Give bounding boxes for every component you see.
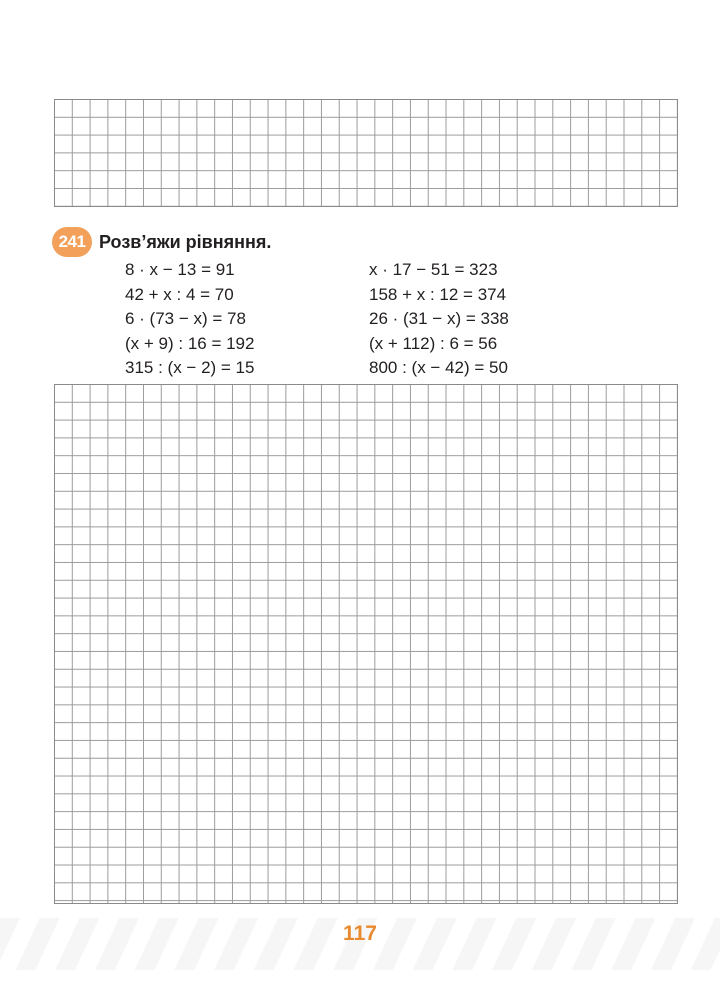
equation: 315 : (x − 2) = 15 xyxy=(125,358,255,377)
top-answer-grid[interactable] xyxy=(54,99,678,207)
equation: 42 + x : 4 = 70 xyxy=(125,284,234,304)
exercise-header xyxy=(52,227,271,257)
page-number: 117 xyxy=(343,922,377,945)
equation: 158 + x : 12 = 374 xyxy=(369,284,507,304)
equation: (x + 112) : 6 = 56 xyxy=(369,333,498,353)
equation: x · 17 − 51 = 323 xyxy=(369,260,498,279)
equation: (x + 9) : 16 = 192 xyxy=(125,333,255,353)
equations-left-column xyxy=(125,258,254,381)
main-answer-grid[interactable] xyxy=(54,384,678,904)
exercise-title: Розв’яжи рівняння. xyxy=(99,231,272,252)
exercise-number-badge: 241 xyxy=(52,227,92,257)
equation: 6 · (73 − x) = 78 xyxy=(125,309,246,328)
equation: 8 · x − 13 = 91 xyxy=(125,260,235,279)
equation: 26 · (31 − x) = 338 xyxy=(369,309,509,328)
equation: 800 : (x − 42) = 50 xyxy=(369,358,508,377)
equations-right-column xyxy=(369,258,509,381)
